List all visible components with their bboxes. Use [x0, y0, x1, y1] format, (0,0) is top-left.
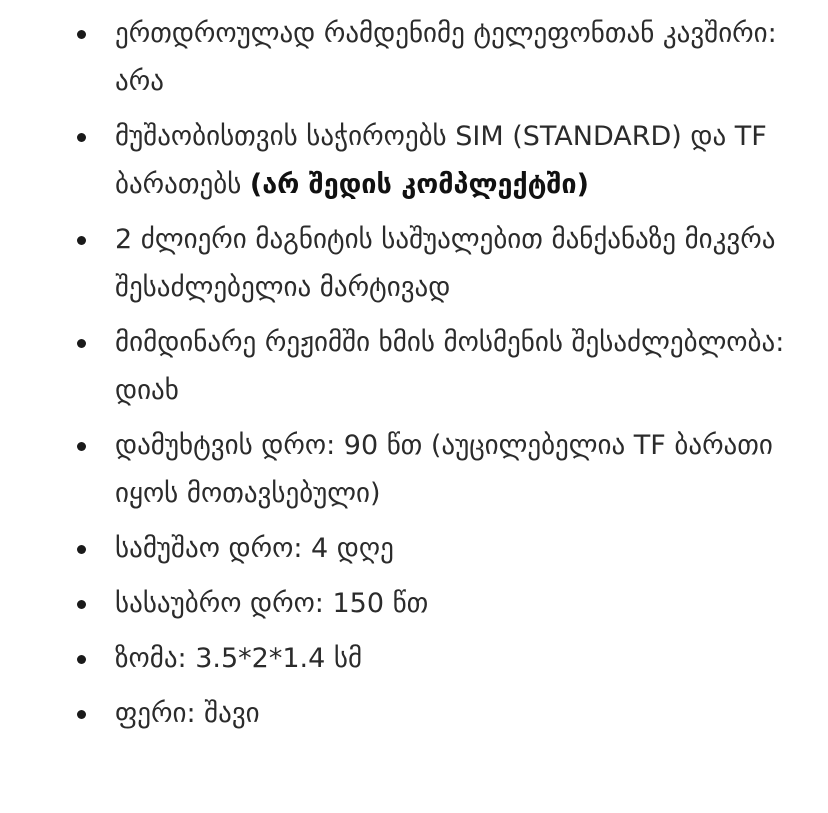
- bullet-icon: [77, 655, 86, 664]
- bullet-icon: [77, 133, 86, 142]
- spec-item-sim-tf-cards: [73, 113, 788, 209]
- spec-text: დამუხტვის დრო: 90 წთ (აუცილებელია TF ბარათი იყოს მოთავსებული): [115, 430, 773, 509]
- spec-note-bold: (არ შედის კომპლექტში): [249, 169, 589, 200]
- bullet-icon: [77, 236, 86, 245]
- spec-item-magnets: [73, 216, 788, 312]
- spec-text: ფერი: შავი: [115, 698, 260, 729]
- bullet-icon: [77, 545, 86, 554]
- spec-text: სასაუბრო დრო: 150 წთ: [115, 588, 429, 619]
- bullet-icon: [77, 442, 86, 451]
- spec-item-talk-time: [73, 580, 788, 628]
- spec-item-color: [73, 690, 788, 738]
- spec-text: ერთდროულად რამდენიმე ტელეფონთან კავშირი: არა: [115, 18, 777, 97]
- spec-text: მიმდინარე რეჟიმში ხმის მოსმენის შესაძლებლობა: დიახ: [115, 327, 785, 406]
- spec-text: ზომა: 3.5*2*1.4 სმ: [115, 643, 363, 674]
- spec-item-charging-time: [73, 422, 788, 518]
- spec-text: სამუშაო დრო: 4 დღე: [115, 533, 394, 564]
- spec-text: 2 ძლიერი მაგნიტის საშუალებით მანქანაზე მიკვრა შესაძლებელია მარტივად: [115, 224, 776, 303]
- bullet-icon: [77, 339, 86, 348]
- bullet-icon: [77, 710, 86, 719]
- spec-item-live-listening: [73, 319, 788, 415]
- spec-text: მუშაობისთვის საჭიროებს SIM (STANDARD) და TF ბარათებს: [115, 121, 767, 200]
- bullet-icon: [77, 600, 86, 609]
- bullet-icon: [77, 30, 86, 39]
- spec-item-multi-phone-connection: [73, 10, 788, 106]
- spec-item-size: [73, 635, 788, 683]
- spec-item-working-time: [73, 525, 788, 573]
